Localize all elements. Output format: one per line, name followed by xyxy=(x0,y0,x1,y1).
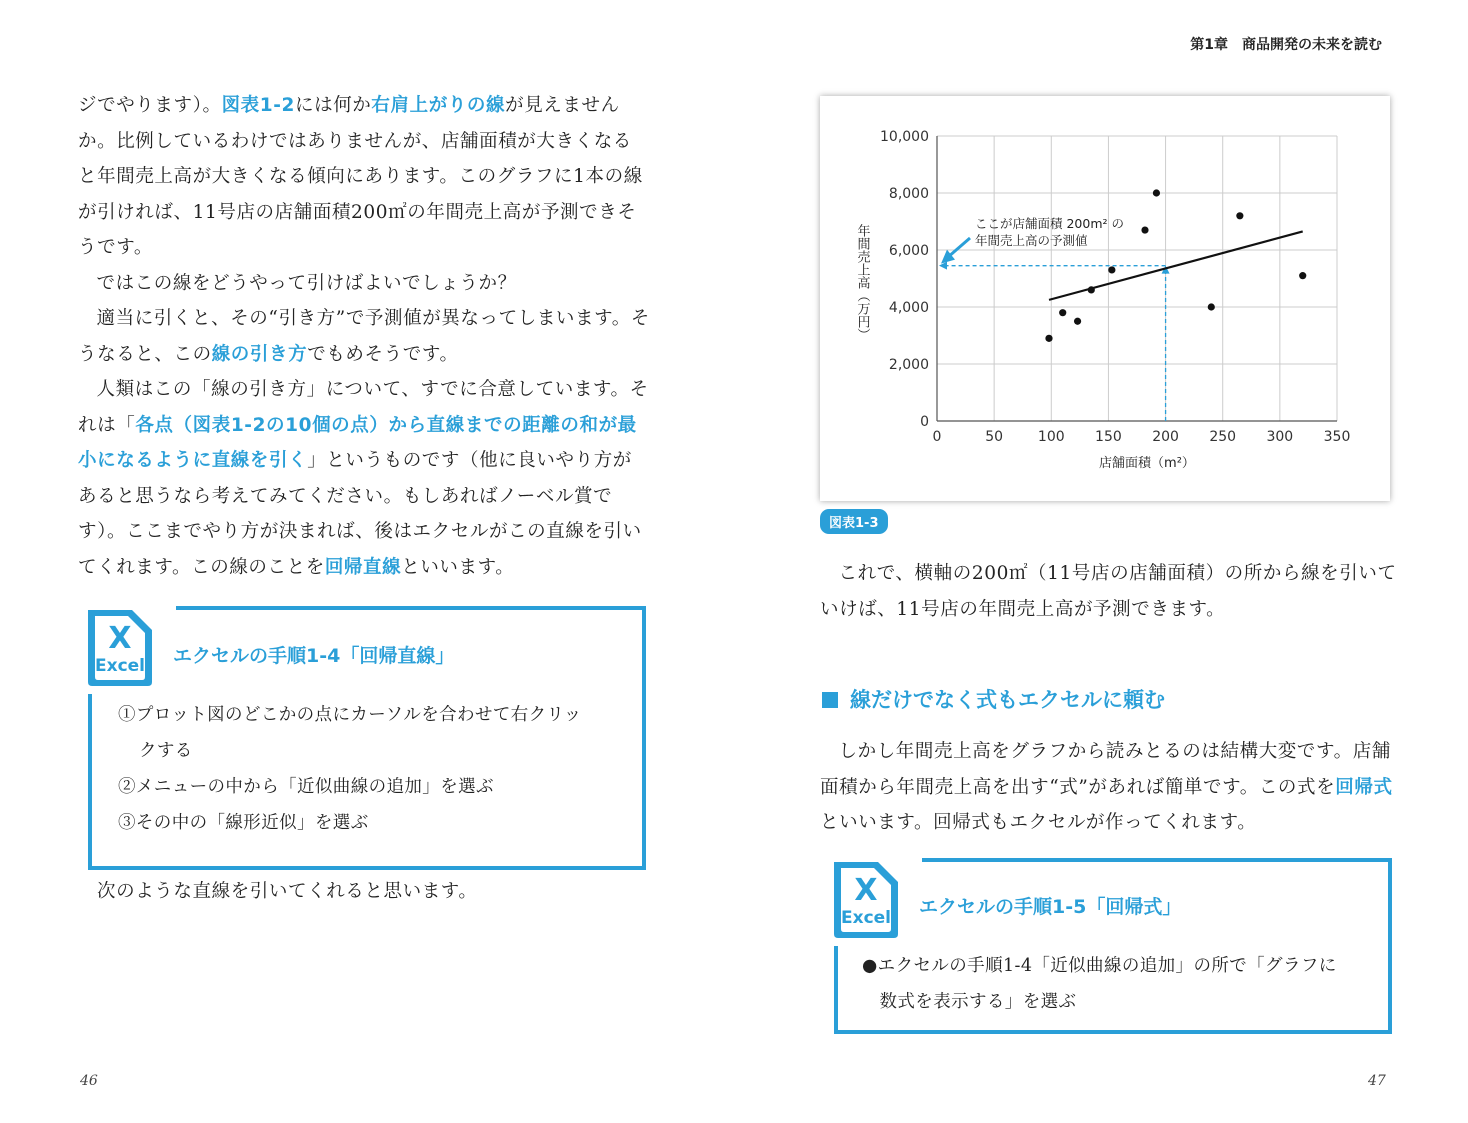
data-point xyxy=(1299,272,1306,279)
section-square-icon xyxy=(822,692,838,708)
x-tick-label: 50 xyxy=(985,429,1004,445)
after-box-text: 次のような直線を引いてくれると思います。 xyxy=(97,881,478,902)
data-point xyxy=(1153,189,1160,196)
excel-icon-label: Excel xyxy=(840,908,892,928)
x-tick-label: 150 xyxy=(1095,429,1122,445)
x-tick-label: 0 xyxy=(932,429,942,445)
excel-icon-letter: X xyxy=(854,873,878,908)
right-paragraph-2: しかし年間売上高をグラフから読みとるのは結構大変です。店舗面積から年間売上高を出す“式”があれば簡単です。この式を回帰式といいます。回帰式もエクセルが作ってくれます。 xyxy=(820,741,1393,833)
x-tick-label: 250 xyxy=(1209,429,1237,445)
data-point xyxy=(1236,212,1243,219)
excel-box-title: エクセルの手順1-4「回帰直線」 xyxy=(173,645,455,667)
step-1: ①プロット図のどこかの点にカーソルを合わせて右クリッ xyxy=(118,705,582,725)
highlight-regression-line: 回帰直線 xyxy=(324,556,402,578)
highlight-upward-line: 右肩上がりの線 xyxy=(371,95,506,116)
excel-steps xyxy=(118,697,638,841)
paragraph-2: ではこの線をどうやって引けばよいでしょうか？ xyxy=(96,272,517,294)
annotation-line-1: ここが店舗面積 200m² の xyxy=(975,216,1124,231)
excel-box-title: エクセルの手順1-5「回帰式」 xyxy=(919,896,1182,918)
data-point xyxy=(1108,266,1115,273)
highlight-line-drawing: 線の引き方 xyxy=(211,343,308,365)
excel-file-icon xyxy=(828,858,902,942)
data-point xyxy=(1045,335,1052,342)
excel-steps xyxy=(862,948,1382,1020)
prediction-guides xyxy=(939,238,1170,421)
x-tick-label: 350 xyxy=(1323,429,1351,445)
step-2: ②メニューの中から「近似曲線の追加」を選ぶ xyxy=(118,777,494,797)
running-head: 第1章 商品開発の未来を読む xyxy=(1190,37,1382,53)
annotation-line-2: 年間売上高の予測値 xyxy=(975,233,1088,248)
scatter-chart-card xyxy=(820,96,1390,501)
y-axis-title: 年間売上高（万円） xyxy=(854,224,870,341)
paragraph-4: 人類はこの「線の引き方」について、すでに合意しています。それは「各点（図表1-2の10個の点）から直線までの距離の和が最小になるように直線を引く」というものです（他に良いやり方があると思うなら考えてみてください。もしあればノーベル賞です）。ここまでやり方が決まれば、後はエクセルがこの直線を引いてくれます。この線のことを回帰直線といいます。 xyxy=(78,379,649,578)
right-page xyxy=(734,0,1468,1123)
data-point xyxy=(1074,318,1081,325)
paragraph-1: ジでやります）。図表1-2には何か右肩上がりの線が見えませんか。比例しているわけではありませんが、店舗面積が大きくなると年間売上高が大きくなる傾向にあります。このグラフに1本の線が引ければ、11号店の店舗面積200㎡の年間売上高が予測できそうです。 xyxy=(78,95,643,258)
excel-icon-letter: X xyxy=(108,621,132,656)
chart-axes xyxy=(937,136,1337,421)
data-point xyxy=(1208,303,1215,310)
x-tick-label: 300 xyxy=(1266,429,1294,445)
page-number-left: 46 xyxy=(80,1073,98,1089)
excel-icon-label: Excel xyxy=(94,656,146,676)
section-heading: 線だけでなく式もエクセルに頼む xyxy=(822,684,1165,714)
figure-label: 図表1-3 xyxy=(820,509,888,534)
step-1: ●エクセルの手順1-4「近似曲線の追加」の所で「グラフに xyxy=(862,956,1337,976)
step-3: ③その中の「線形近似」を選ぶ xyxy=(118,813,369,833)
y-tick-label: 4,000 xyxy=(888,300,929,316)
highlight-least-squares: 各点（図表1-2の10個の点）から直線までの距離の和が最小になるように直線を引く xyxy=(78,414,637,471)
right-paragraph-1: これで、横軸の200㎡（11号店の店舗面積）の所から線を引いていけば、11号店の年間売上高が予測できます。 xyxy=(820,563,1397,620)
x-axis-title: 店舗面積（m²） xyxy=(1099,456,1195,471)
data-point xyxy=(1059,309,1066,316)
step-1-continued: 数式を表示する」を選ぶ xyxy=(879,992,1077,1012)
excel-file-icon xyxy=(82,606,156,690)
x-tick-label: 200 xyxy=(1152,429,1179,445)
left-body-text xyxy=(78,88,650,585)
data-point xyxy=(1141,226,1148,233)
page-number-right: 47 xyxy=(1368,1073,1386,1089)
x-tick-label: 100 xyxy=(1037,429,1065,445)
y-tick-label: 0 xyxy=(920,414,929,430)
highlight-figure-ref: 図表1-2 xyxy=(221,95,295,116)
scatter-chart xyxy=(820,96,1390,501)
chart-grid xyxy=(937,136,1337,421)
y-tick-label: 10,000 xyxy=(880,129,929,145)
step-1-continued: クする xyxy=(139,741,193,761)
data-point xyxy=(1088,286,1095,293)
y-tick-label: 2,000 xyxy=(888,357,929,373)
paragraph-3: 適当に引くと、その“引き方”で予測値が異なってしまいます。そうなると、この線の引き方でもめそうです。 xyxy=(78,308,650,365)
highlight-regression-formula: 回帰式 xyxy=(1335,776,1393,798)
y-tick-label: 6,000 xyxy=(888,243,929,259)
y-tick-label: 8,000 xyxy=(888,186,929,202)
